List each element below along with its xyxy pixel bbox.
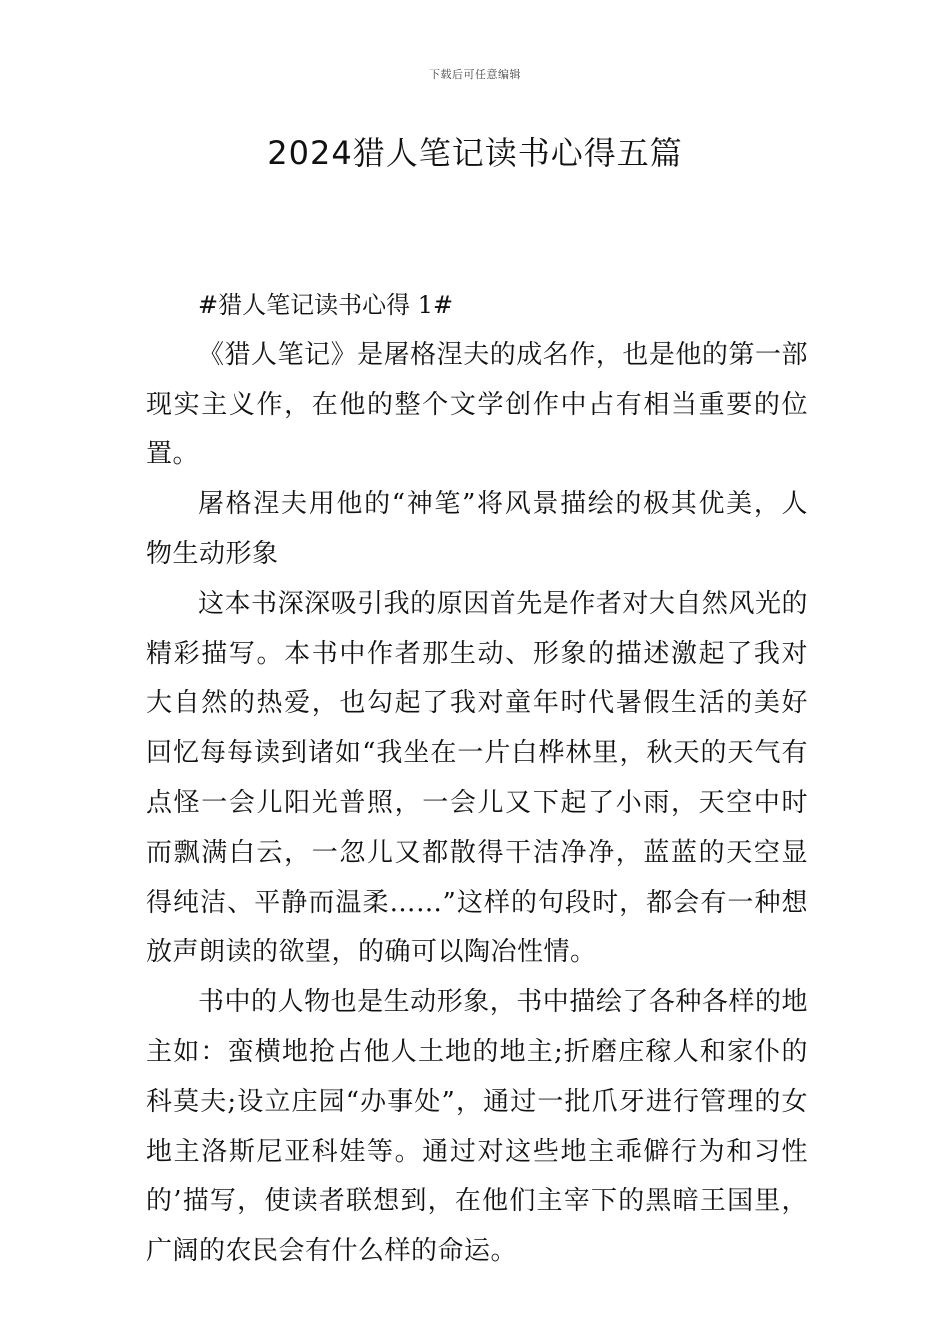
document-title: 2024猎人笔记读书心得五篇 [267, 134, 683, 172]
paragraph: 《猎人笔记》是屠格涅夫的成名作，也是他的第一部现实主义作，在他的整个文学创作中占有相当重要的位置。 [146, 339, 808, 470]
paragraph: 这本书深深吸引我的原因首先是作者对大自然风光的精彩描写。本书中作者那生动、形象的描述激起了我对大自然的热爱，也勾起了我对童年时代暑假生活的美好回忆每每读到诸如“我坐在一片白桦林里，秋天的天气有点怪一会儿阳光普照，一会儿又下起了小雨，天空中时而飘满白云，一忽儿又都散得干洁净净，蓝蓝的天空显得纯洁、平静而温柔……”这样的句段时，都会有一种想放声朗读的欲望，的确可以陶冶性情。 [146, 588, 808, 968]
header-note: 下载后可任意编辑 [429, 68, 521, 81]
document-body [146, 281, 808, 1277]
paragraph: 屠格涅夫用他的“神笔”将风景描绘的极其优美，人物生动形象 [146, 489, 808, 569]
paragraph: 书中的人物也是生动形象，书中描绘了各种各样的地主如：蛮横地抢占他人土地的地主;折磨庄稼人和家仆的科莫夫;设立庄园“办事处”，通过一批爪牙进行管理的女地主洛斯尼亚科娃等。通过对这些地主乖僻行为和习性的’描写，使读者联想到，在他们主宰下的黑暗王国里，广阔的农民会有什么样的命运。 [146, 987, 808, 1267]
section-heading: #猎人笔记读书心得 1# [198, 291, 454, 319]
